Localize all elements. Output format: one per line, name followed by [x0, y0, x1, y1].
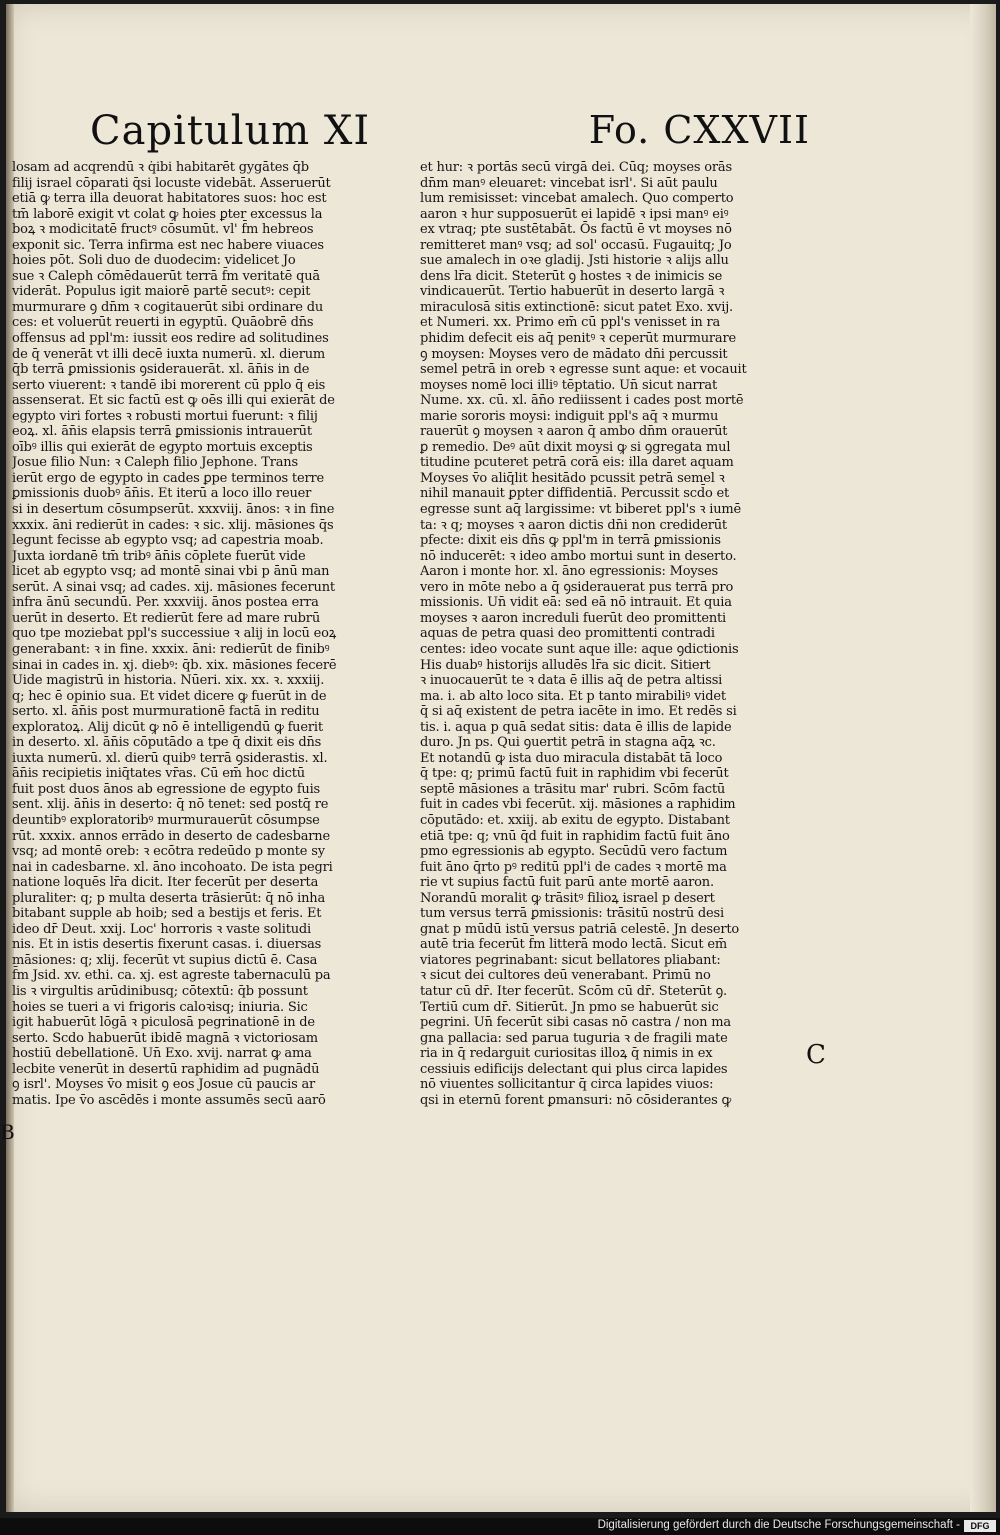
text-line: His duabꝰ historijs alludēs lr̄a sic dicit. Sitiert [420, 657, 711, 673]
text-line: assenserat. Et sic factū est ꝙ oēs illi qui exierāt de [12, 393, 335, 409]
text-line: si in desertum cōsumpserūt. xxxviij. ānos: ꝛ in fine [12, 502, 335, 518]
text-line: moyses ꝛ aaron increduli fuerūt deo promittenti [420, 610, 727, 626]
text-line: vindicauerūt. Tertio habuerūt in deserto largā ꝛ [420, 284, 725, 300]
text-line: oībꝰ illis qui exierāt de egypto mortuis exceptis [12, 439, 313, 455]
text-line: ex vtraq; pte sustētabāt. Ōs factū ē vt moyses nō [420, 222, 732, 238]
text-line: pfecte: dixit eis dn̄s ꝙ ppl'm in terrā ꝑmissionis [420, 533, 721, 549]
text-line: remitteret manꝰ vsq; ad sol' occasū. Fugauitq; Jo [420, 237, 732, 253]
text-line: hoies se tueri a vi frigoris caloꝛisq; iniuria. Sic [12, 999, 308, 1015]
text-line: aquas de petra quasi deo promittenti contradi [420, 626, 715, 642]
text-line: offensus ad ppl'm: iussit eos redire ad solitudines [12, 331, 329, 347]
text-line: losam ad acqrendū ꝛ q̇ibi habitarēt gygātes q̄b [12, 160, 309, 175]
text-line: q̄ si aq̄ existent de petra iacēte in imo. Et redēs si [420, 704, 737, 720]
text-line: rūt. xxxix. annos errādo in deserto de cadesbarne [12, 828, 330, 844]
text-line: egresse sunt aq̄ largissime: vt biberet ppl's ꝛ iumē [420, 502, 741, 518]
text-line: Aaron i monte hor. xl. āno egressionis: Moyses [420, 564, 718, 580]
text-line: rauerūt ꝯ moysen ꝛ aaron q̄ ambo dn̄m orauerūt [420, 424, 728, 440]
margin-letter-c: C [806, 1040, 826, 1070]
text-line: septē māsiones a trāsitu mar' rubri. Scōm factū [420, 781, 726, 797]
text-line: Norandū moralit ꝙ trāsitꝰ filioꝝ israel p desert [420, 890, 715, 906]
text-line: tum versus terrā ꝑmissionis: trāsitū nostrū desi [420, 906, 724, 922]
text-line: serūt. A sinai vsq; ad cades. xij. māsiones fecerunt [12, 579, 335, 595]
text-line: exploratoꝝ. Alij dicūt ꝙ nō ē intelligendū ꝙ fuerit [12, 719, 323, 735]
text-line: Nume. xx. cū. xl. ān̄o rediissent i cades post mortē [420, 393, 744, 409]
text-line: nihil manauit ꝑpter diffidentiā. Percussit scd̄o et [420, 486, 730, 502]
text-line: murmurare ꝯ dn̄m ꝛ cogitauerūt sibi ordinare du [12, 299, 324, 315]
text-line: ces: et voluerūt reuerti in egyptū. Quāobrē dn̄s [12, 315, 314, 331]
text-line: sue ꝛ Caleph cōmēdauerūt terrā f̄m veritatē quā [12, 268, 320, 284]
dfg-logo: DFG [964, 1520, 996, 1532]
text-line: ꝯ moysen: Moyses vero de mādato dn̄i percussit [420, 346, 728, 362]
text-line: vero in mōte nebo a q̄ ꝯsiderauerat pus terrā pro [420, 579, 734, 595]
text-line: ꝛ inuocauerūt te ꝛ data ē illis aq̄ de petra altissi [420, 673, 723, 689]
text-line: Uide magistrū in historia. Nūeri. xix. xx. ꝛ. xxxiij. [12, 673, 325, 689]
funding-credit: Digitalisierung gefördert durch die Deutsche Forschungsgemeinschaft - [597, 1519, 960, 1531]
text-line: serto. xl. ān̄is post murmurationē factā in reditu [12, 704, 320, 720]
text-line: matis. Ipe v̄o ascēdēs i monte assumēs secū aarō [12, 1092, 326, 1108]
text-line: f̄m Jsid. xv. ethi. ca. xj. est agreste tabernaculū pa [12, 968, 331, 984]
text-line: et hur: ꝛ portās secū virgā dei. Cūq; moyses orās [420, 160, 732, 175]
text-line: Moyses v̄o aliq̄lit hesitādo pcussit petrā semel ꝛ [420, 470, 725, 486]
text-line: quo tpe moziebat ppl's successiue ꝛ alij in locū eoꝝ [12, 626, 337, 642]
text-line: serto. Scdo habuerūt ibidē magnā ꝛ victoriosam [12, 1030, 318, 1046]
text-line: dens lr̄a dicit. Steterūt ꝯ hostes ꝛ de inimicis se [420, 268, 723, 284]
text-line: ān̄is recipietis iniq̄tates vr̄as. Cū em̄ hoc dictū [12, 766, 305, 782]
text-line: q̄ tpe: q; primū factū fuit in raphidim vbi fecerūt [420, 766, 729, 782]
folio-heading [520, 108, 810, 158]
text-line: deuntibꝰ exploratoribꝰ murmurauerūt cōsumpse [12, 812, 320, 828]
text-line: eoꝝ. xl. ān̄is elapsis terrā ꝑmissionis intrauerūt [12, 424, 312, 440]
text-line: aaron ꝛ hur supposuerūt ei lapidē ꝛ ipsi manꝰ eiꝰ [420, 206, 729, 222]
text-line: boꝝ ꝛ modicitatē fructꝰ cōsumūt. vl' f̄m hebreos [12, 222, 314, 238]
text-line: dn̄m manꝰ eleuaret: vincebat isrl'. Si aūt paulu [420, 175, 718, 191]
text-line: lis ꝛ virgultis arūdinibusq; cōtextū: q̄b possunt [12, 983, 308, 999]
text-line: nō inducerēt: ꝛ ideo ambo mortui sunt in deserto. [420, 548, 737, 564]
text-line: tm̄ laborē exigit vt colat ꝙ hoies ꝑter excessus la [12, 206, 323, 222]
text-line: iuxta numerū. xl. dierū quibꝰ terrā ꝯsiderastis. xl. [12, 750, 328, 766]
text-line: Tertiū cum dr̄. Sitierūt. Jn pmo se habuerūt sic [420, 999, 719, 1015]
text-line: licet ab egypto vsq; ad montē sinai vbi p ānū man [12, 564, 330, 580]
text-line: bitabant supple ab hoib; sed a bestijs et feris. Et [12, 906, 322, 922]
text-line: semel petrā in oreb ꝛ egresse sunt aque: et vocauit [420, 362, 747, 378]
text-line: miraculosā sitis extinctionē: sicut patet Exo. xvij. [420, 299, 733, 315]
text-line: gnat p mūdū istū versus patriā celestē. Jn deserto [420, 921, 740, 937]
text-line: qsi in eternū forent ꝑmansuri: nō cōsiderantes ꝙ [420, 1092, 732, 1108]
text-line: moyses nomē loci illiꝰ tēptatio. Un̄ sicut narrat [420, 377, 717, 393]
text-line: fuit post duos ānos ab egressione de egypto fuis [12, 781, 321, 797]
text-line: ꝛ sicut dei cultores deū venerabant. Primū no [420, 968, 711, 984]
margin-letter-b: B [0, 1120, 15, 1144]
text-line: generabant: ꝛ in fine. xxxix. āni: redierūt de finibꝰ [12, 641, 330, 657]
text-line: hoies pōt. Soli duo de duodecim: videlicet Jo [12, 253, 296, 269]
text-line: phidim defecit eis aq̄ penitꝰ ꝛ ceperūt murmurare [420, 331, 736, 347]
text-line: sinai in cades in. xj. diebꝰ: q̄b. xix. māsiones fecerē [12, 657, 337, 673]
text-line: ta: ꝛ q; moyses ꝛ aaron dictis dn̄i non crediderūt [420, 517, 727, 533]
text-line: et Numeri. xx. Primo em̄ cū ppl's venisset in ra [420, 315, 721, 331]
text-line: rie vt supius factū fuit parū ante mortē aaron. [420, 875, 714, 891]
chapter-heading [90, 108, 390, 158]
text-line: uerūt in deserto. Et redierūt fere ad mare rubrū [12, 610, 320, 626]
text-line: cōputādo: et. xxiij. ab exitu de egypto. Distabant [420, 812, 730, 828]
text-line: Et notandū ꝙ ista duo miracula distabāt tā loco [420, 750, 723, 766]
text-line: Juxta iordanē tm̄ tribꝰ ān̄is cōplete fuerūt vide [12, 548, 306, 564]
text-line: de q̄ venerāt vt illi decē iuxta numerū. xl. dierum [12, 346, 326, 362]
text-line: Josue filio Nun: ꝛ Caleph filio Jephone. Trans [12, 455, 298, 471]
folio-number: Fo. CXXVII [588, 108, 810, 152]
text-line: sent. xlij. ān̄is in deserto: q̄ nō tenet: sed postq̄ re [12, 797, 329, 813]
text-line: autē tria fecerūt f̄m litterā modo lectā. Sicut em̄ [420, 937, 727, 953]
text-line: marie sororis moysi: indiguit ppl's aq̄ ꝛ murmu [420, 408, 719, 424]
text-line: etiā tpe: q; vnū q̄d fuit in raphidim factū fuit āno [420, 828, 730, 844]
text-line: ideo dr̄ Deut. xxij. Loc' horroris ꝛ vaste solitudi [12, 921, 311, 937]
text-line: exponit sic. Terra infirma est nec habere viuaces [12, 237, 324, 253]
text-line: in deserto. xl. ān̄is cōputādo a tpe q̄ dixit eis dn̄s [12, 735, 322, 751]
text-line: hostiū debellationē. Un̄ Exo. xvij. narrat ꝙ ama [12, 1046, 312, 1062]
text-line: xxxix. āni redierūt in cades: ꝛ sic. xlij. māsiones q̄s [12, 517, 334, 533]
text-line: tatur cū dr̄. Iter fecerūt. Scōm cū dr̄. Steterūt ꝯ. [420, 983, 727, 999]
text-line: ꝑmissionis duobꝰ ān̄is. Et iterū a loco illo reuer [12, 486, 312, 502]
text-line: lum remisisset: vincebat amalech. Quo comperto [420, 191, 734, 207]
text-line: fuit āno q̄rto pꝰ reditū ppl'i de cades ꝛ mortē ma [420, 859, 727, 875]
text-line: fuit in cades vbi fecerūt. xij. māsiones a raphidim [420, 797, 736, 813]
text-line: infra ānū secundū. Per. xxxviij. ānos postea erra [12, 595, 319, 611]
text-line: egypto viri fortes ꝛ robusti mortui fuerunt: ꝛ filij [12, 408, 318, 424]
text-line: ma. i. ab alto loco sita. Et p tanto mirabiliꝰ videt [420, 688, 726, 704]
text-line: vsq; ad montē oreb: ꝛ ecōtra redeūdo p monte sy [12, 844, 325, 860]
text-line: legunt fecisse ab egypto vsq; ad capestria moab. [12, 533, 324, 549]
text-line: igit habuerūt lōgā ꝛ piculosā pegrinationē in de [12, 1015, 315, 1031]
text-line: tis. i. aqua p quā sedat sitis: data ē illis de lapide [420, 719, 732, 735]
text-line: nō viuentes sollicitantur q̄ circa lapides viuos: [420, 1077, 714, 1093]
text-line: q; hec ē opinio sua. Et videt dicere ꝙ fuerūt in de [12, 688, 327, 704]
right-text-column [420, 160, 820, 1108]
text-line: pegrini. Un̄ fecerūt sibi casas nō castra / non ma [420, 1015, 731, 1031]
text-line: ꝯ isrl'. Moyses v̄o misit ꝯ eos Josue cū paucis ar [12, 1077, 316, 1093]
text-line: missionis. Un̄ vidit eā: sed eā nō intrauit. Et quia [420, 595, 732, 611]
text-line: gna pallacia: sed parua tuguria ꝛ de fragili mate [420, 1030, 728, 1046]
text-line: centes: ideo vocate sunt aque ille: aque ꝯdictionis [420, 641, 739, 657]
text-line: etiā ꝙ terra illa deuorat habitatores suos: hoc est [12, 191, 327, 207]
text-line: pluraliter: q; p multa deserta trāsierūt: q̄ nō inha [12, 890, 326, 906]
text-line: q̄b terrā ꝑmissionis ꝯsiderauerāt. xl. ān̄is in de [12, 362, 310, 378]
text-line: nis. Et in istis desertis fixerunt casas. i. diuersas [12, 937, 322, 953]
text-line: filij israel cōparati q̄si locuste videbāt. Asseruerūt [12, 175, 331, 191]
chapter-title: Capitulum XI [90, 108, 371, 154]
text-line: ꝑ remedio. Deꝰ aūt dixit moysi ꝙ si ꝯgregata mul [420, 439, 731, 455]
text-line: viatores pegrinabant: sicut bellatores pliabant: [420, 952, 721, 968]
text-line: titudine pcuteret petrā corā eis: illa daret aquam [420, 455, 734, 471]
text-line: viderāt. Populus igit maiorē partē secutꝰ: cepit [12, 284, 311, 300]
text-line: serto viuerent: ꝛ tandē ibi morerent cū pplo q̄ eis [12, 377, 326, 393]
page-edge [970, 4, 996, 1512]
text-line: duro. Jn ps. Qui ꝯuertit petrā in stagna aq̄ꝝ ꝛc. [420, 735, 716, 751]
text-line: māsiones: q; xlij. fecerūt vt supius dictū ē. Casa [12, 952, 318, 968]
text-line: lecbite venerūt in desertū raphidim ad pugnādū [12, 1061, 320, 1077]
text-line: ierūt ergo de egypto in cades ꝑpe terminos terre [12, 470, 324, 486]
text-line: natione loquēs lr̄a dicit. Iter fecerūt per deserta [12, 875, 319, 891]
left-text-column [12, 160, 412, 1108]
text-line: nai in cadesbarne. xl. āno incohoato. De ista pegri [12, 859, 333, 875]
text-line: cessiuis edificijs delectant qui plus circa lapides [420, 1061, 728, 1077]
text-line: pmo egressionis ab egypto. Secūdū vero factum [420, 844, 728, 860]
text-line: ria in q̄ redarguit curiositas illoꝝ q̄ nimis in ex [420, 1046, 713, 1062]
text-line: sue amalech in oꝛe gladij. Jsti historie ꝛ alijs allu [420, 253, 729, 269]
